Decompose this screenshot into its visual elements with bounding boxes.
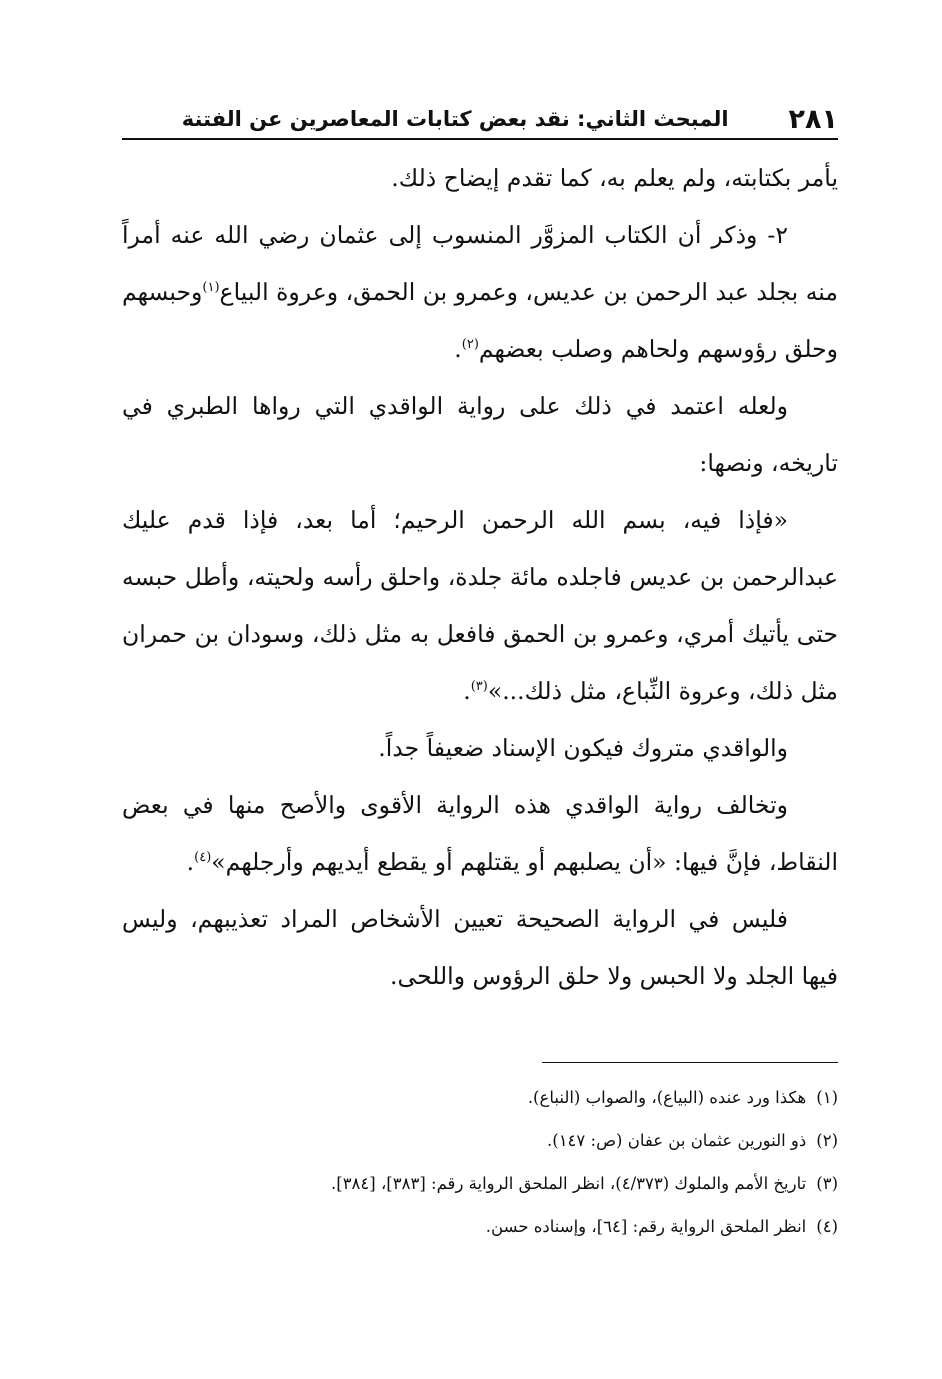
running-title: المبحث الثاني: نقد بعض كتابات المعاصرين عن الفتنة	[181, 107, 729, 131]
paragraph-5-text: والواقدي متروك فيكون الإسناد ضعيفاً جداً.	[378, 734, 788, 762]
footnote-ref-2[interactable]: (٢)	[461, 337, 479, 353]
paragraph-3	[122, 378, 838, 492]
paragraph-2-text-b: وحبسهم وحلق رؤوسهم ولحاهم وصلب بعضهم	[122, 278, 838, 363]
main-text	[122, 150, 838, 1005]
quote-text: «فإذا فيه، بسم الله الرحمن الرحيم؛ أما بعد، فإذا قدم عليك عبدالرحمن بن عديس فاجلده مائة جلدة، واحلق رأسه ولحيته، وأطل حبسه حتى يأتيك أمري، وعمرو بن الحمق فافعل به مثل ذلك، وسودان بن حمران مثل ذلك، وعروة النِّباع، مثل ذلك...»	[122, 506, 838, 705]
quote-period: .	[463, 677, 471, 705]
paragraph-1	[122, 150, 838, 207]
paragraph-7	[122, 891, 838, 1005]
footnote-3-number: (٣)	[816, 1174, 838, 1193]
paragraph-2	[122, 207, 838, 378]
paragraph-1-text: يأمر بكتابته، ولم يعلم به، كما تقدم إيضاح ذلك.	[391, 164, 838, 192]
footnote-3-text: تاريخ الأمم والملوك (٤/٣٧٣)، انظر الملحق الرواية رقم: [٣٨٣]، [٣٨٤].	[331, 1174, 807, 1193]
footnote-separator	[542, 1062, 838, 1063]
page-header	[122, 100, 838, 140]
paragraph-6	[122, 777, 838, 891]
footnote-2-text: ذو النورين عثمان بن عفان (ص: ١٤٧).	[547, 1131, 807, 1150]
footnote-ref-3[interactable]: (٣)	[470, 679, 488, 695]
paragraph-2-period: .	[454, 335, 462, 363]
quote-paragraph	[122, 492, 838, 720]
footnote-1-text: هكذا ورد عنده (البياع)، والصواب (النباع).	[527, 1088, 807, 1107]
footnote-2-number: (٢)	[816, 1131, 838, 1150]
footnote-4-text: انظر الملحق الرواية رقم: [٦٤]، وإسناده حسن.	[485, 1217, 807, 1236]
footnotes	[122, 1076, 838, 1248]
page-number: ٢٨١	[788, 103, 838, 135]
paragraph-3-text: ولعله اعتمد في ذلك على رواية الواقدي التي رواها الطبري في تاريخه، ونصها:	[122, 392, 838, 477]
footnote-3	[122, 1162, 838, 1205]
paragraph-6-text: وتخالف رواية الواقدي هذه الرواية الأقوى والأصح منها في بعض النقاط، فإنَّ فيها: «أن يصلبهم أو يقتلهم أو يقطع أيديهم وأرجلهم»	[122, 791, 838, 876]
paragraph-5	[122, 720, 838, 777]
footnote-1	[122, 1076, 838, 1119]
footnote-ref-4[interactable]: (٤)	[194, 850, 212, 866]
footnote-ref-1[interactable]: (١)	[202, 280, 220, 296]
footnote-4-number: (٤)	[816, 1217, 838, 1236]
footnote-4	[122, 1205, 838, 1248]
footnote-1-number: (١)	[816, 1088, 838, 1107]
footnote-2	[122, 1119, 838, 1162]
paragraph-2-text-a: ٢- وذكر أن الكتاب المزوَّر المنسوب إلى عثمان رضي الله عنه أمراً منه بجلد عبد الرحمن بن عديس، وعمرو بن الحمق، وعروة البياع	[122, 221, 838, 306]
paragraph-7-text: فليس في الرواية الصحيحة تعيين الأشخاص المراد تعذيبهم، وليس فيها الجلد ولا الحبس ولا حلق الرؤوس واللحى.	[122, 905, 838, 990]
paragraph-6-period: .	[186, 848, 195, 876]
